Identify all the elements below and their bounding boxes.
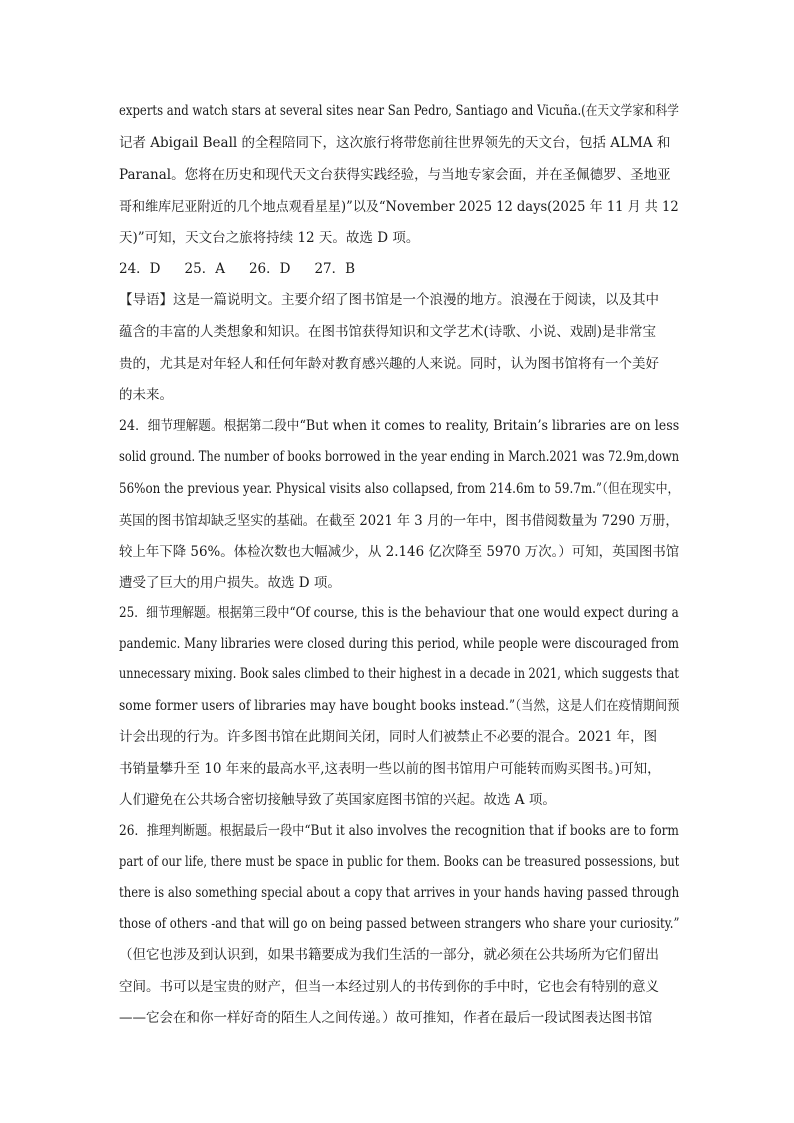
intro-line: 贵的，尤其是对年轻人和任何年龄对教育感兴趣的人来说。同时，认为图书馆将有一个美好: [119, 356, 659, 372]
q26-line: （但它也涉及到认识到，如果书籍要成为我们生活的一部分，就必须在公共场所为它们留出: [119, 947, 659, 963]
q24-line: 24．细节理解题。根据第二段中“But when it comes to reality, Britain’s libraries are on less: [119, 418, 680, 434]
answer-key: [119, 259, 679, 279]
q24-line: 英国的图书馆却缺乏坚实的基础。在截至 2021 年 3 月的一年中，图书借阅数量为 7290 万册，: [119, 513, 679, 529]
q25-line: unnecessary mixing. Book sales climbed to their highest in a decade in 2021, which suggests that: [119, 666, 679, 682]
q24-line: solid ground. The number of books borrowed in the year ending in March.2021 was 72.9m,down: [119, 449, 679, 465]
q25-line: pandemic. Many libraries were closed during this period, while people were discouraged from: [119, 636, 679, 652]
q25-line: some former users of libraries may have bought books instead.”（当然，这是人们在疫情期间预: [119, 698, 680, 714]
answer-24: 24．D: [119, 261, 161, 277]
q25-line: 计会出现的行为。许多图书馆在此期间关闭，同时人们被禁止不必要的混合。2021 年，图: [119, 729, 658, 745]
q26-line: 26．推理判断题。根据最后一段中“But it also involves the recognition that if books are to form: [119, 823, 679, 839]
q25-line: 书销量攀升至 10 年来的最高水平,这表明一些以前的图书馆用户可能转而购买图书。)可知，: [119, 761, 661, 777]
text-line: 记者 Abigail Beall 的全程陪同下，这次旅行将带您前往世界领先的天文台，包括 ALMA 和: [119, 135, 671, 151]
text-line: Paranal。您将在历史和现代天文台获得实践经验，与当地专家会面，并在圣佩德罗、圣地亚: [119, 167, 671, 183]
text-line: 哥和维库尼亚附近的几个地点观看星星)”以及“November 2025 12 days(2025 年 11 月 共 12: [119, 199, 679, 215]
q24-line: 较上年下降 56%。体检次数也大幅减少，从 2.146 亿次降至 5970 万次。）可知，英国图书馆: [119, 544, 680, 560]
q26-line: ——它会在和你一样好奇的陌生人之间传递。）故可推知，作者在最后一段试图表达图书馆: [119, 1010, 653, 1026]
answer-25: 25．A: [184, 261, 225, 277]
q25-line: 人们避免在公共场合密切接触导致了英国家庭图书馆的兴起。故选 A 项。: [119, 792, 556, 808]
q26-line: 空间。书可以是宝贵的财产，但当一本经过别人的书传到你的手中时，它也会有特别的意义: [119, 979, 659, 995]
intro-line: 的未来。: [119, 387, 173, 403]
answer-27: 27．B: [314, 261, 356, 277]
answer-26: 26．D: [248, 261, 291, 277]
q24-line: 56%on the previous year. Physical visits also collapsed, from 214.6m to 59.7m.”（但在现实中，: [119, 481, 680, 497]
q24-line: 遭受了巨大的用户损失。故选 D 项。: [119, 575, 341, 591]
q26-line: part of our life, there must be space in public for them. Books can be treasured possessions, but: [119, 854, 680, 870]
text-line: 天)”可知，天文台之旅将持续 12 天。故选 D 项。: [119, 230, 420, 246]
intro-line: 【导语】这是一篇说明文。主要介绍了图书馆是一个浪漫的地方。浪漫在于阅读，以及其中: [119, 292, 659, 308]
q25-line: 25．细节理解题。根据第三段中“Of course, this is the behaviour that one would expect during a: [119, 605, 679, 621]
text-line: experts and watch stars at several sites near San Pedro, Santiago and Vicuña.(在天文学家和科学: [119, 103, 679, 119]
q26-line: those of others -and that will go on being passed between strangers who share your curiosity.”: [119, 916, 680, 932]
intro-line: 蕴含的丰富的人类想象和知识。在图书馆获得知识和文学艺术(诗歌、小说、戏剧)是非常宝: [119, 324, 657, 340]
q26-line: there is also something special about a copy that arrives in your hands having passed through: [119, 885, 680, 901]
